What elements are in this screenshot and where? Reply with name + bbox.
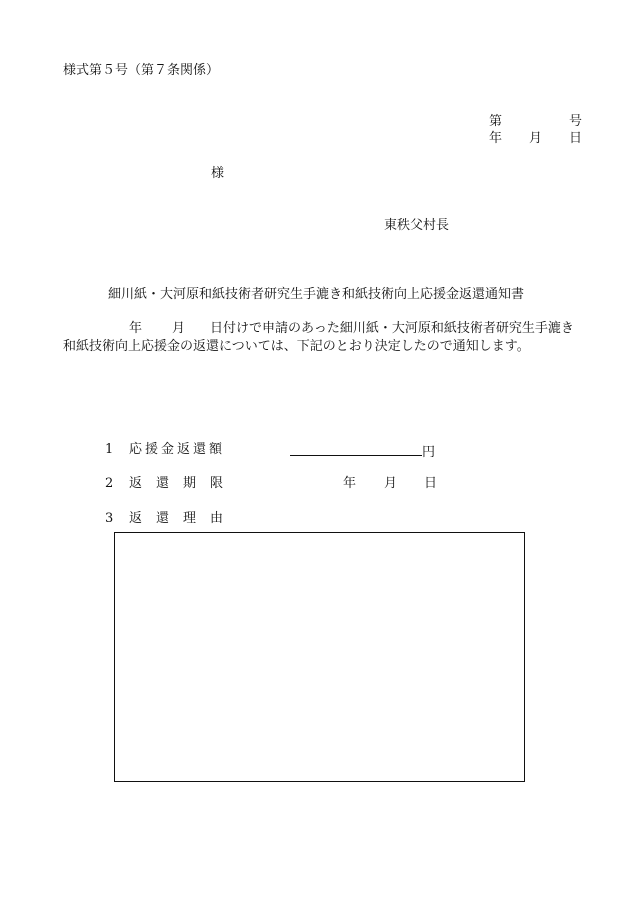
issue-date-month: 月 — [528, 131, 542, 146]
document-title: 細川紙・大河原和紙技術者研究生手漉き和紙技術向上応援金返還通知書 — [108, 287, 525, 302]
body-month: 月 — [172, 321, 186, 336]
recipient-suffix: 様 — [211, 166, 225, 181]
doc-number-suffix: 号 — [568, 114, 582, 129]
body-line2-text: 和紙技術向上応援金の返還については、下記のとおり決定したので通知します。 — [63, 339, 530, 354]
item-3-number: 3 — [105, 511, 114, 526]
form-number: 様式第５号（第７条関係） — [63, 63, 220, 78]
body-line1-text: 日付けで申請のあった細川紙・大河原和紙技術者研究生手漉き — [210, 321, 574, 336]
item-2-label: 返還期限 — [129, 476, 238, 491]
item-2-number: 2 — [105, 476, 114, 491]
issue-date-day: 日 — [568, 131, 582, 146]
item-3-label: 返還理由 — [129, 511, 238, 526]
refund-amount-field — [290, 443, 435, 459]
body-year: 年 — [129, 321, 143, 336]
deadline-month: 月 — [384, 476, 398, 491]
item-1-label: 応援金返還額 — [129, 442, 226, 457]
issue-date — [489, 132, 582, 145]
doc-number-prefix: 第 — [489, 114, 503, 129]
sender-name: 東秩父村長 — [384, 218, 450, 233]
issue-date-year: 年 — [489, 131, 503, 146]
deadline-year: 年 — [343, 476, 357, 491]
document-number — [489, 115, 582, 128]
amount-blank-line — [290, 443, 422, 456]
amount-unit: 円 — [422, 445, 436, 460]
deadline-day: 日 — [424, 476, 438, 491]
item-1-number: 1 — [105, 442, 114, 457]
refund-reason-box — [114, 532, 525, 782]
